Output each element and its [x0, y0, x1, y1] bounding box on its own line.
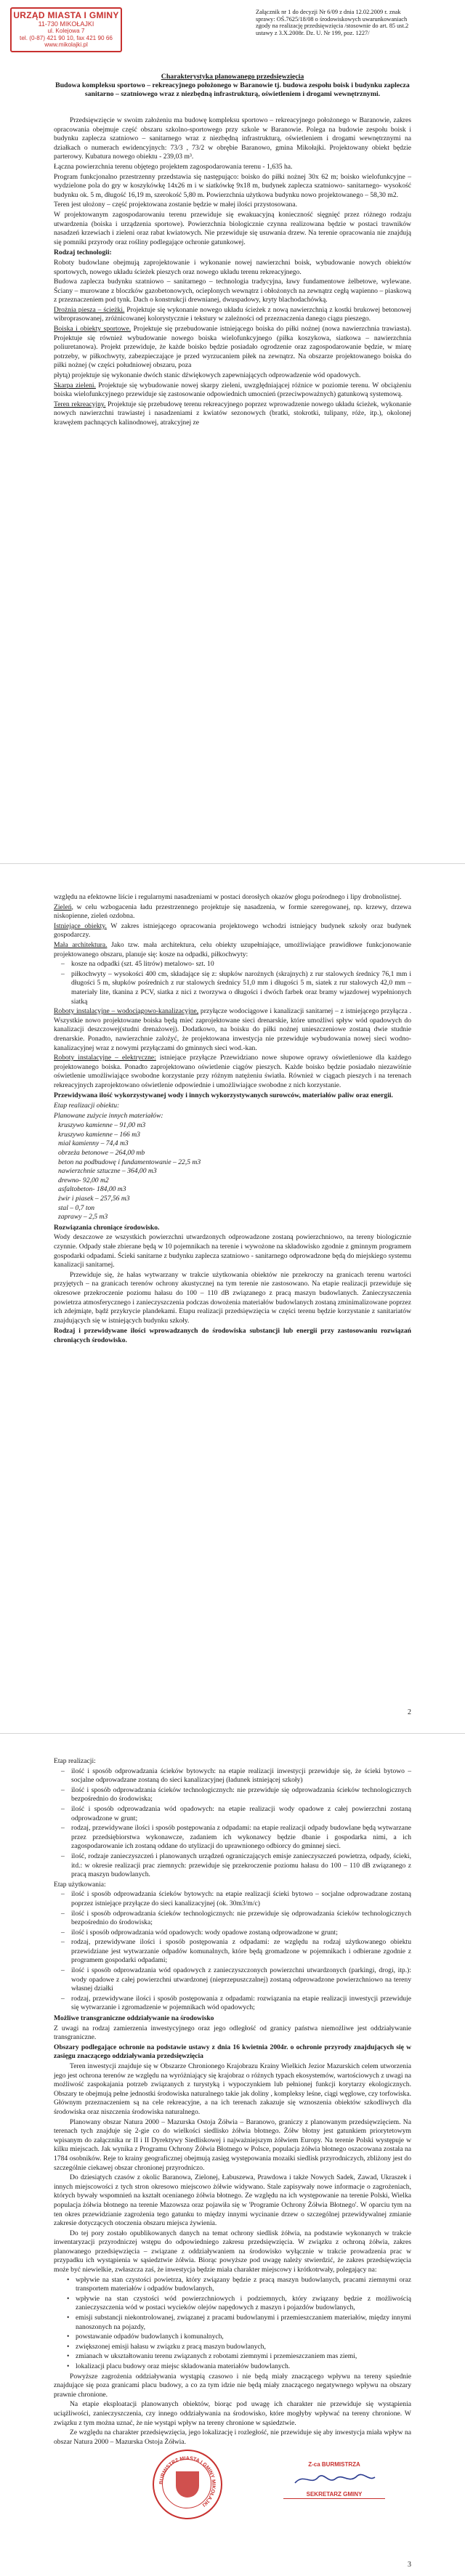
paragraph: Budowa zaplecza budynku szatniowo – sanitarnego – technologia tradycyjna, ławy fundamentowe żelbetowe, wylewane. Ściany – murowane z bloczków gazobetonowych, ocieplonych wewnątrz i obłożonych na zewnątrz cegłą wapienno – piaskową z przeznaczeniem pod tynk. Dach o konstrukcji drewnianej, dwuspadowy, kryty blachodachówką.	[54, 278, 411, 304]
attachment-declaration: Załącznik nr 1 do decyzji Nr 6/09 z dnia 12.02.2009 r. znak sprawy: OŚ.7625/18/08 o środowiskowych uwarunkowaniach zgody na realizację przedsięwzięcia /stosownie do art. 85 ust.2 ustawy z 3.X.2008r. Dz. U. Nr 199, poz. 1227/	[256, 9, 409, 36]
inline-heading: Mała architektura.	[54, 940, 108, 949]
paragraph	[54, 1007, 411, 1053]
stage-label: Etap użytkowania:	[54, 1880, 106, 1889]
paragraph-text: Projektuje się wybudowanie nowej skarpy zieleni, uwzględniającej różnice w poziomie terenu. W obciążeniu boiska wielofunkcyjnego przewiduje się zastosowanie odpowiednich umocnień (przeciwpoważnych) gatunkową systemową.	[54, 381, 412, 399]
inline-heading: Skarpa zieleni.	[54, 381, 96, 389]
paragraph	[54, 922, 411, 940]
office-stamp	[10, 7, 122, 52]
list-item: – ilość i sposób odprowadzania wód opadowych z zanieczyszczonych powierzchni utwardzonych (parkingi, drogi, itp.): wody opadowe z całej powierzchni utwardzonej (nieprzepuszczalnej) zostaną odprowadzone powierzchniowo na tereny własnej działki	[71, 1966, 411, 1994]
paragraph: Z uwagi na rodzaj zamierzenia inwestycyjnego oraz jego odległość od granicy państwa niemożliwe jest oddziaływanie transgraniczne.	[54, 2024, 411, 2042]
paragraph	[54, 381, 411, 400]
list-item: • zwiększonej emisji hałasu w związku z pracą maszyn budowlanych,	[76, 2343, 411, 2352]
paragraph-text: istniejące przyłącze Przewidziano nowe słupowe oprawy oświetleniowe dla każdego projektowanego boiska. Ponadto zaprojektowano oświetlenie ciągów pieszych. Każde boisko będzie posiadało niezawiśnie oświetlenie umożliwiające swobodne korzystanie przy różnym natężeniu światła. Również w ciągach pieszych i na terenach rekreacyjnych zaprojektowano oświetlenie odpowiednie i umożliwiające swobodne z nich korzystanie.	[54, 1054, 411, 1089]
paragraph	[54, 903, 411, 921]
list-item: – ilość i sposób odprowadzania ścieków technologicznych: nie przewiduje się odprowadzania ścieków technologicznych bezpośrednio do środowiska;	[71, 1786, 411, 1804]
materials-list	[54, 1121, 411, 1222]
page-number: 2	[408, 1708, 411, 1716]
paragraph-text: Jako tzw. mała architektura, celu obiekty uzupełniające, umożliwiające prawidłowe funkcjonowanie projektowanego obszaru, planuje się: kosze na odpadki, piłkochwyty:	[54, 940, 412, 958]
paragraph: Przewiduje się, że hałas wytwarzany w trakcie użytkowania obiektów nie przekroczy na granicach terenu wartości przyjętych – na granicach terenów ochrony akustycznej na tym terenie nie zastosowano. Na etapie realizacji przewiduje się okresowe przekroczenie poziomu hałasu do 100 – 110 dB związanego z pracą maszyn budowlanych. Zanieczyszczenia powietrza atmosferycznego i zanieczyszczenia podczas dowożenia materiałów budowlanych zostaną zminimalizowane poprzez ich zdejmiąte, bądź przykrycie plandekami. Etapu realizacji przedsięwzięcia w części terenu będzie korzystanie z sanitariatów znajdujących się w istniejących budynku szkoły.	[54, 1270, 411, 1325]
stamp-line-4: tel. (0-87) 421 90 10, fax 421 90 66	[20, 34, 113, 41]
round-official-seal	[153, 2450, 222, 2519]
inline-heading: Zieleń	[54, 903, 72, 911]
paragraph-text: Projektuje się przebudowę terenu rekreacyjnego poprzez wprowadzenie nowego układu ścieżek, wykonanie nowych nawierzchni trawiastej i nasadzeniami z kwiatów sezonowych (bratki, stokrotki, tulipany, róże, itp.), okolonej krawężem pachnących kalinodnowej, atrakcyjnej ze	[54, 400, 411, 427]
seal-ring	[154, 2451, 221, 2518]
paragraph	[54, 306, 411, 324]
paragraph-text: Projektuje się wykonanie nowego układu ścieżek z nową nawierzchnią z kostki brukowej betonowej wibroprasowanej, zróżnicowanej kolorystycznie i tekstury w zależności od przeznaczenia danego ciągu pieszego.	[54, 305, 411, 323]
paragraph-text: Projektuje się przebudowanie istniejącego boiska do piłki nożnej (nowa nawierzchnia trawiasta). Projektuje się również wybudowanie nowego boiska wielofunkcyjnego (piłka koszykowa, siatkowa – nawierzchnia poliuretanowa). Projekt przewiduje, że każde boisko będzie posiadało ogrodzenie oraz zagospodarowanie będzie, w miarę potrzeby, w piłkochwyty, zabezpieczające je przed wyrzucaniem piłek na zewnątrz. Na obszarze projektowanego boiska do piłki nożnej (w części południowej obszaru, poza	[54, 325, 412, 370]
svg-text:BURMISTRZ MIASTA I GMINY MIKOŁ	[159, 2456, 216, 2507]
list-item: – ilość i sposób odprowadzania ścieków technologicznych: nie przewiduje się odprowadzania ścieków technologicznych bezpośrednio do środowiska;	[71, 1910, 411, 1928]
seal-text: BURMISTRZ MIASTA I GMINY MIKOŁAJKI	[158, 2455, 217, 2508]
list-item: – ilość, rodzaje zanieczyszczeń i planowanych urządzeń ograniczających emisje zanieczyszczeń powietrza, odpady, ścieki, itd.: w okresie realizacji prac ziemnych: przewiduje się przekroczenie poziomu hałasu do 100 – 110 dB związanego z pracą maszyn budowlanych.	[71, 1852, 411, 1880]
section-heading: Rodzaj i przewidywane ilości wprowadzanych do środowiska substancji lub energii przy zastosowaniu rozwiązań chroniących środowisko.	[54, 1327, 411, 1344]
paragraph: Wody deszczowe ze wszystkich powierzchni utwardzonych odprowadzone zostaną powierzchniowo, na tereny biologicznie czynnie. Odpady stałe zbierane będą w 10 pojemnikach na terenie i wywożone na składowisko zgodnie z gminnym programem gospodarki odpadami. Ścieki sanitarne z budynku zaplecza szatniowo - sanitarnego odprowadzone będą do miejskiego systemu kanalizacji sanitarnej.	[54, 1233, 411, 1269]
signature-scribble-icon	[291, 2470, 378, 2489]
title-heading: Charakterystyka planowanego przedsięwzięcia	[161, 73, 304, 81]
signature-block	[283, 2460, 385, 2511]
list-item: • zmianach w ukształtowaniu terenu związanych z robotami ziemnymi i przemieszczaniem mas ziemi,	[76, 2352, 411, 2362]
document-title	[54, 73, 411, 99]
stage-label: Etap realizacji obiektu:	[54, 1102, 120, 1110]
signature-title: Z-ca BURMISTRZA	[308, 2461, 360, 2468]
stage-label: Etap realizacji:	[54, 1757, 96, 1765]
list-item: – kosze na odpadki (szt. 45 litrów) metalowo- szt. 10	[71, 960, 411, 969]
inline-heading: Roboty instalacyjne – wodociągowo-kanalizacyjne,	[54, 1007, 199, 1016]
paragraph	[54, 325, 411, 371]
paragraph	[54, 1054, 411, 1090]
paragraph: Łączna powierzchnia terenu objętego projektem zagospodarowania terenu - 1,635 ha.	[54, 162, 293, 171]
section-heading: Rodzaj technologii:	[54, 249, 112, 257]
list-item: – rodzaj, przewidywane ilości i sposób postępowania z odpadami: rozwiązania na etapie realizacji inwestycji przewiduje się wytwarzanie i zgromadzenie w pojemnikach wód opadowych;	[71, 1995, 411, 2013]
paragraph: Powyższe zagrożenia oddziaływania wystąpią czasowo i nie będą miały znaczącego wpływu na tereny sąsiednie znajdujące się poza granicami placu budowy, a co za tym idzie nie będą miały znaczącego negatywnego wpływu na obszary prawnie chronione.	[54, 2372, 411, 2399]
page-2-body	[0, 893, 465, 1346]
paragraph-text: przyłącze wodociągowe i kanalizacji sanitarnej – z istniejącego przyłącza . Wszystkie nowo projektowane boiska będą mieć zaprojektowane sieci drenarskie, które umożliwi spływ wód opadowych do kanalizacji deszczowej(studni drenażowej). Dodatkowo, na boisku do piłki nożnej unieszczeniowe zostaną dwie studnie drenarskie. Ponadto, nawierzchnie zalożyć, że projektowana inwestycja nie przewiduje wybudowania nowej sieci wodno-kanalizacyjnej wraz z nowymi przyłączami do gminnych sieci wod.-kan.	[54, 1007, 411, 1052]
material-item: beton na podbudowę i fundamentowanie – 22,5 m3	[58, 1158, 201, 1166]
inline-heading: Roboty instalacyjne – elektryczne:	[54, 1054, 156, 1062]
construction-stage-list	[54, 1767, 411, 1880]
seal-text-svg	[154, 2451, 221, 2518]
paragraph	[54, 400, 411, 428]
section-heading: Rozwiązania chroniące środowisko.	[54, 1223, 160, 1232]
stamp-line-1: URZĄD MIASTA I GMINY	[13, 10, 119, 20]
section-heading: Obszary podlegające ochronie na podstawie ustawy z dnia 16 kwietnia 2004r. o ochronie przyrody znajdujących się w zasięgu znaczącego oddziaływania przedsięwzięcia	[54, 2043, 411, 2061]
list-item: – rodzaj, przewidywane ilości i sposób postępowania z odpadami: na etapie realizacji odpady budowlane będą wytwarzane przez przedsiębiorstwa wykonawcze, zadaniem ich wykonawcy będzie dbanie i gospodarka nimi, a ich zagospodarowanie ich zostaną oddane do utylizacji do uprawnionego odbiorcy do gminnej sieci.	[71, 1824, 411, 1852]
document-page-2	[0, 864, 465, 1734]
materials-heading: Planowane zużycie innych materiałów:	[54, 1111, 163, 1120]
paragraph-text: , w celu wzbogacenia ładu przestrzennego projektuje się nasadzenia, w formie szeregowanej, np. krzewy, drzewa niskopienne, zieleń ozdobna.	[54, 903, 411, 921]
coat-of-arms-icon	[176, 2471, 199, 2498]
material-item: stal – 0,7 ton	[58, 1203, 95, 1212]
stamp-line-5: www.mikolajki.pl	[44, 41, 88, 48]
list-item: – piłkochwyty – wysokości 400 cm, składające się z: słupków narożnych (skrajnych) z rur stalowych średnicy 76,1 mm i długości 5 m, słupków pośrednich z rur stalowych średnicy 51,0 mm i długości 5 m, siatek z rur stalowych 42,0 mm – materiały lite, tkanina z PCV, siatka z nici z tworzywa o długości i dwóch farbek oraz bramy wjazdowej wypełnionych siatką	[71, 970, 411, 1006]
material-item: asfaltobeton- 184,00 m3	[58, 1185, 126, 1194]
impact-bullet-list	[54, 2276, 411, 2372]
paragraph: Teren inwestycji znajduje się w Obszarze Chronionego Krajobrazu Krainy Wielkich Jezior Mazurskich celem utworzenia jego jest ochrona terenów ze względu na wyróżniający się krajobraz o różnych typach ekosystemów, wartościowych z uwagi na możliwość zaspokajania potrzeb związanych z turystyką i wypoczynkiem lub pełnionej funkcji korytarzy ekologicznych. Obszary te obejmują pełne jednostki środowiska naturalnego takie jak doliny , kompleksy leśne, ciągi węglowe, czy torfowiska. Głównym przeznaczeniem są na cele rekreacyjne, a na ich terenach zakazuje się wznoszenia obiektów szkodliwych dla środowiska oraz niszczenia środowiska naturalnego.	[54, 2062, 411, 2116]
material-item: obrzeża betonowe – 264,00 mb	[58, 1149, 145, 1158]
list-item: • lokalizacji placu budowy oraz miejsc składowania materiałów budowlanych.	[76, 2362, 411, 2372]
list-item: – ilość i sposób odprowadzania wód opadowych: wody opadowe zostaną odprowadzone w grunt;	[71, 1929, 411, 1938]
operation-stage-list	[54, 1890, 411, 2013]
stamp-line-2: 11-730 MIKOŁAJKI	[38, 20, 94, 28]
paragraph: Do tej pory zostało opublikowanych danych na temat ochrony siedlisk żółwia, na podstawie wykonanych w trakcie inwentaryzacji przyrodniczej wstępu do odpowiedniego zakresu przedsięwzięcia. W związku z ochroną żółwia, zakres planowanego przedsięwzięcia – związane z oddziaływaniem na środowisko wyłącznie w trakcie prowadzenia prac w przypadku ich wystąpienia w sąsiedztwie żółwia. Biorąc powyższe pod uwagę należy stwierdzić, że zakres przedsięwzięcia może być niewielkie, zwłaszcza zaś, że inwestycja będzie miała charakter miejscowy i krótkotrwały, polegający na:	[54, 2229, 411, 2274]
paragraph: W projektowanym zagospodarowaniu terenu przewiduje się ewakuacyjną konieczność sięgnięć przez różnego rodzaju utwardzenia (boiska i urządzenia sportowe). Powierzchnia biologicznie czynna realizowana będzie w postaci trawników nasadzeń krzewiach i zieleni oraz rabat kwiatowych. Nie przewiduje się usuwania drzew. Na terenie opracowania nie znajdują się pomniki przyrody oraz rośliny podlegające ochronie gatunkowej.	[54, 210, 411, 246]
inline-heading: Teren rekreacyjny.	[54, 400, 106, 408]
page-number: 3	[408, 2561, 411, 2569]
list-item: – ilość i sposób odprowadzania wód opadowych: na etapie realizacji wody opadowe z całej powierzchni zostaną odprowadzone w grunt;	[71, 1805, 411, 1823]
paragraph: Przedsięwzięcie w swoim założeniu ma budowę kompleksu sportowo – rekreacyjnego położonego w Baranowie, zakres opracowania obejmuje część obszaru szkolno-sportowego przy szkole w Baranowie. Polega na budowie zespołu boisk i budynku zaplecza szatniowo – sanitarnego wraz z niezbędną infrastrukturą, oświetleniem i drogami wewnętrznymi na działkach o numerach ewidencyjnych: 73/3 , 73/2 w obrębie Baranowo, gmina Mikołajki. Projektowany obiekt będzie parterowy. Kubatura nowego obiektu - 239,03 m³.	[54, 116, 411, 161]
small-architecture-list	[54, 960, 411, 1006]
section-heading: Przewidywana ilość wykorzystywanej wody i innych wykorzystywanych surowców, materiałów paliw oraz energii.	[54, 1091, 393, 1100]
page-1-body	[0, 116, 465, 429]
material-item: żwir i piasek – 257,56 m3	[58, 1195, 130, 1203]
paragraph: płytą) projektuje się wykonanie dwóch stanic dźwiękowych zapewniających odprowadzenie wód opadowych.	[54, 371, 361, 380]
document-page-3	[0, 1734, 465, 2576]
paragraph: Planowany obszar Natura 2000 – Mazurska Ostoja Żółwia – Baranowo, graniczy z planowanym przedsięwzięciem. Na terenach tych znajduje się 2-gie co do wielkości siedlisko żółwia błotnego. Żółw błotny jest gatunkiem priorytetowym wpisanym do załącznika nr II i II Dyrektywy Siedliskowej i najważniejszym żółwiem Europy. Na terenie Polski występuje w kilku miejscach. Jak wynika z Programu Ochrony Żółwia Błotnego w Polsce, populacja żółwia błotnego oszacowana została na 1784 osobników. Reje to krainy geograficznej obejmują zasięg występowania mozaiki siedlisk przyrodniczych, zbliżony jest do szczególnie ciekawej obszar chronionej przyrodniczo.	[54, 2117, 411, 2172]
paragraph: Teren jest ułożony – część projektowana zostanie będzie w małej ilości przystosowana.	[54, 201, 297, 209]
paragraph: względu na efektowne liście i regularnymi nasadzeniami w postaci dorosłych okazów głogu pośrodnego i lipy drobnolistnej.	[54, 893, 402, 901]
list-item: – ilość i sposób odprowadzania ścieków bytowych: na etapie realizacji ścieki bytowo – socjalne odprowadzane zostaną poprzez istniejące przyłącze do sieci kanalizacyjnej (ok. 30m3/m/c)	[71, 1890, 411, 1908]
inline-heading: Boiska i obiekty sportowe.	[54, 325, 132, 334]
material-item: nawierzchnie sztuczne – 364,00 m3	[58, 1167, 157, 1176]
document-page-1	[0, 0, 465, 864]
paragraph: Roboty budowlane obejmują zaprojektowanie i wykonanie nowej nawierzchni boisk, wybudowanie nowych obiektów sportowych, nowego układu ścieżek pieszych oraz nowego układu terenu rekreacyjnego.	[54, 258, 411, 276]
list-item: • wpływie na stan czystości wód powierzchniowych i podziemnych, który związany będzie z możliwością zanieczyszczenia wód w postaci wycieków olejów napędowych z maszyn i pojazdów budowlanych,	[76, 2295, 411, 2313]
stamp-line-3: ul. Kolejowa 7	[47, 28, 85, 34]
list-item: • powstawanie odpadów budowlanych i komunalnych,	[76, 2333, 411, 2342]
material-item: kruszywo kamienne – 91,00 m3	[58, 1121, 146, 1130]
page-3-body	[0, 1757, 465, 2447]
paragraph	[54, 941, 411, 959]
title-description: Budowa kompleksu sportowo – rekreacyjnego położonego w Baranowie tj. budowa zespołu boisk i budynku zaplecza sanitarno – szatniowego wraz z niezbędną infrastrukturą, oświetleniem i drogami wewnętrznymi.	[55, 81, 410, 98]
material-item: drewno- 92,00 m2	[58, 1176, 109, 1184]
inline-heading: Drożnia piesza – ścieżki.	[54, 305, 125, 314]
list-item: – ilość i sposób odprowadzania ścieków bytowych: na etapie realizacji inwestycji przewiduje się, że ścieki bytowo – socjalne odprowadzane zostaną do sieci kanalizacyjnej (ładunek istniejącej szkoły)	[71, 1767, 411, 1785]
material-item: mial kamienny – 74,4 m3	[58, 1139, 129, 1148]
paragraph: Na etapie eksploatacji planowanych obiektów, biorąc pod uwagę ich charakter nie przewiduje się wystąpienia uciążliwości, zanieczyszczenia, czy innego oddziaływania na środowisko, które mogłyby wpływać na tereny chronione. W związku z tym można uznać, że nie wystąpi wpływ na tereny chronione w sąsiedztwie.	[54, 2400, 411, 2427]
list-item: – rodzaj, przewidywane ilości i sposób postępowania z odpadami: ze względu na rodzaj użytkowanego obiektu przewidziane jest wytwarzanie odpadów komunalnych, które będą gromadzone w pojemnikach i odbierane zgodnie z programem gospodarki odpadami;	[71, 1938, 411, 1966]
material-item: zaprawy – 2,5 m3	[58, 1213, 108, 1222]
list-item: • wpływie na stan czystości powietrza, który związany będzie z pracą maszyn budowlanych, pracami ziemnymi oraz transportem materiałów i odpadów budowlanych,	[76, 2276, 411, 2294]
paragraph: Do dziesiątych czasów z okolic Baranowa, Zielonej, Łabuszewa, Prawdowa i także Nowych Sadek, Zawad, Ukraszek i innych miejscowości z tych stron okresowo miejscowo żółwie widywano. Stale zapisywały nowe informacje o zagrożeniach, których bywały wspomnień na kształt ocenianego żółwia błotnego. Ze względu na ich występowanie na terenie Polski, Wielka populacja żółwia błotnego na terenie Mazowsza oraz pojawiła się w 'Programie Ochrony Żółwia Błotnego'. W oparciu tym na ten okres przewidzianie zagrożenia tego gatunku to między innymi wycinanie drzew o szczególnej przewidywalnej zmianie zakresie dotyczących otoczenia obszaru miejsca żywienia.	[54, 2173, 411, 2228]
inline-heading: Istniejące obiekty.	[54, 921, 107, 930]
material-item: kruszywo kamienne – 166 m3	[58, 1130, 140, 1139]
paragraph: Program funkcjonalno przestrzenny przedstawia się następująco: boisko do piłki nożnej 30x 62 m; boisko wielofunkcyjne – wydzielone pola do gry w koszykówkę 14x26 m i w siatkówkę 9x18 m, budynek zaplecza szatniowo- sanitarnego- wysokość budynku ok. 5 m, długość 16,19 m, szerokość 5,80 m. Powierzchnia użytkowa budynku nowo projektowanego – 58,30 m2.	[54, 172, 411, 199]
paragraph-text: W zakres istniejącego opracowania projektowego wchodzi istniejący budynek szkoły oraz budynek gospodarczy.	[54, 921, 411, 940]
paragraph: Ze względu na charakter przedsięwzięcia, jego lokalizację i rozległość, nie przewiduje się aby inwestycja miała wpływ na obszar Natura 2000 – Mazurska Ostoja Żółwia.	[54, 2428, 411, 2446]
list-item: • emisji substancji niekontrolowanej, związanej z pracami budowlanymi i przemieszczaniem materiałów, między innymi nanoszonych na pojazdy,	[76, 2314, 411, 2332]
section-heading: Możliwe transgraniczne oddziaływanie na środowisko	[54, 2014, 214, 2023]
signature-role: SEKRETARZ GMINY	[283, 2490, 385, 2499]
